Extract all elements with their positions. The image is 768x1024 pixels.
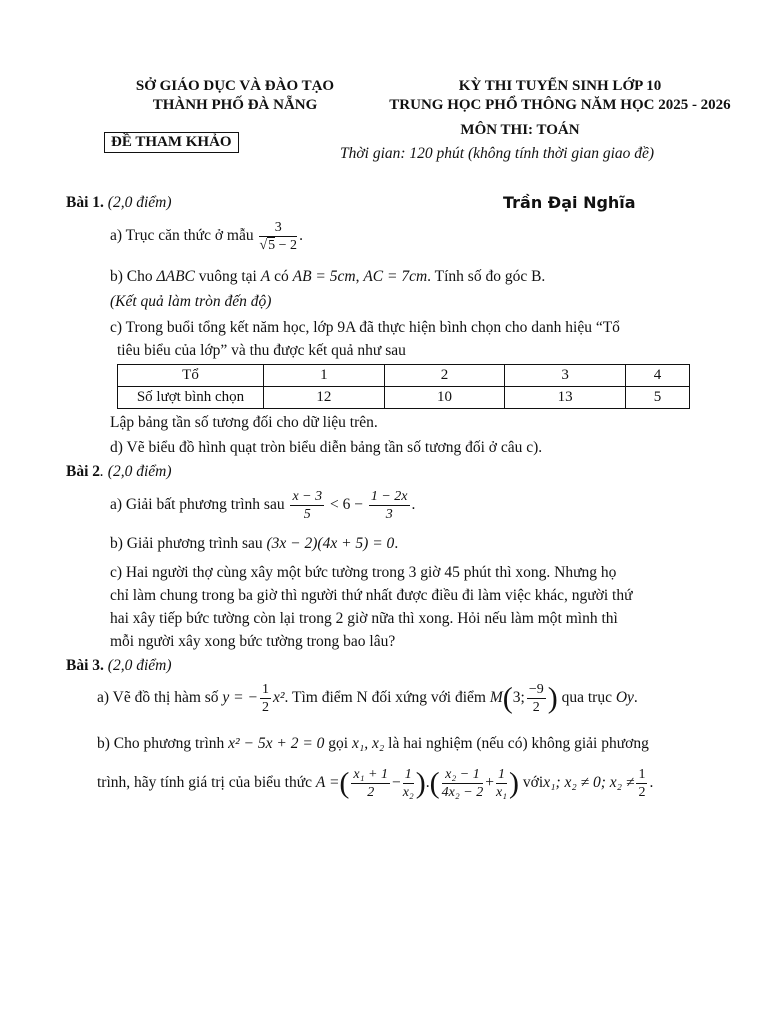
table-header-cell: Số lượt bình chọn: [118, 387, 264, 409]
problem-1-heading: Bài 1. (2,0 điểm): [66, 194, 172, 211]
exam-title: KỲ THI TUYỂN SINH LỚP 10: [458, 78, 662, 94]
fraction: $\frac{1}{\text{x₂}}$: [402, 767, 414, 800]
table-row: [118, 387, 690, 409]
table-cell: 2: [384, 365, 505, 387]
rounding-note: (Kết quả làm tròn đến độ): [110, 293, 272, 310]
fraction: $\frac{\text{x₂ − 1}}{\text{4x₂ − 2}}$: [441, 767, 484, 800]
table-cell: 13: [505, 387, 626, 409]
vote-table: [117, 364, 690, 409]
fraction: $\frac{\text{x₁ + 1}}{2}$: [353, 767, 388, 800]
fraction: $\frac{x - 3}{5}$: [292, 489, 323, 522]
problem-2-heading: Bài 2. (2,0 điểm): [66, 463, 172, 480]
table-cell: 3: [505, 365, 626, 387]
problem-2c-line-4: mỗi người xây xong bức tường trong bao lâu?: [110, 633, 396, 650]
city-name: THÀNH PHỐ ĐÀ NẴNG: [152, 97, 318, 113]
table-cell: 5: [625, 387, 689, 409]
fraction: $\frac{1}{2}$: [638, 767, 646, 800]
problem-3-heading: Bài 3. (2,0 điểm): [66, 657, 172, 674]
fraction: $\frac{-9}{2}$: [528, 682, 544, 715]
problem-1c-task: Lập bảng tần số tương đối cho dữ liệu trên.: [110, 414, 378, 431]
exam-duration: Thời gian: 120 phút (không tính thời gian giao đề): [340, 145, 655, 162]
problem-2c-line-1: c) Hai người thợ cùng xây một bức tường trong 3 giờ 45 phút thì xong. Nhưng họ: [110, 564, 617, 581]
problem-2c-line-3: hai xây tiếp bức tường còn lại trong 2 giờ nữa thì xong. Hỏi nếu làm một mình thì: [110, 610, 618, 627]
fraction: $\frac{1 - 2x}{3}$: [370, 489, 408, 522]
problem-3b-expression: trình, hãy tính giá trị của biểu thức A =( $\frac{\text{x₁ + 1}}{2}$ − $\frac{1}{\text{x₂}}$ ).( $\frac{\text{x₂ − 1}}{\text{4x₂ − 2}}$ + $\frac{1}{\text{x₁}}$ ) vớix₁; x₂ ≠ 0; x₂ ≠ $\frac{1}{2}$ .: [97, 766, 654, 800]
table-cell: 4: [625, 365, 689, 387]
table-row: [118, 365, 690, 387]
table-cell: 12: [264, 387, 385, 409]
problem-1d: d) Vẽ biểu đồ hình quạt tròn biểu diễn bảng tần số tương đối ở câu c).: [110, 439, 543, 456]
problem-2b: b) Giải phương trình sau (3x − 2)(4x + 5) = 0.: [110, 535, 399, 552]
problem-1c-line-1: c) Trong buổi tổng kết năm học, lớp 9A đã thực hiện bình chọn cho danh hiệu “Tổ: [110, 319, 620, 336]
author-name: Trần Đại Nghĩa: [503, 193, 636, 212]
table-cell: 10: [384, 387, 505, 409]
school-year: TRUNG HỌC PHỔ THÔNG NĂM HỌC 2025 - 2026: [389, 97, 731, 113]
problem-1c-line-2: tiêu biểu của lớp” và thu được kết quả như sau: [117, 342, 406, 359]
problem-1a: a) Trục căn thức ở mẫu $\frac{3}{√5 - 2}$ .: [110, 220, 303, 253]
table-header-cell: Tổ: [118, 365, 264, 387]
exam-subject: MÔN THI: TOÁN: [460, 122, 580, 138]
problem-3b: b) Cho phương trình x² − 5x + 2 = 0 gọi x₁, x₂ là hai nghiệm (nếu có) không giải phương: [97, 735, 649, 752]
fraction: $\frac{1}{2}$: [261, 682, 269, 715]
problem-1b: b) Cho ΔABC vuông tại A có AB = 5cm, AC = 7cm. Tính số đo góc B.: [110, 268, 546, 285]
problem-2c-line-2: chỉ làm chung trong ba giờ thì người thứ nhất được điều đi làm việc khác, người thứ: [110, 587, 633, 604]
reference-exam-badge: ĐỀ THAM KHẢO: [104, 132, 239, 153]
problem-3a: a) Vẽ đồ thị hàm số y = − $\frac{1}{2}$ x². Tìm điểm N đối xứng với điểm M(3; $\frac{-9}{2}$ ) qua trục Oy.: [97, 681, 638, 715]
fraction: $\frac{1}{\text{x₁}}$: [495, 767, 508, 800]
table-cell: 1: [264, 365, 385, 387]
problem-2a: a) Giải bất phương trình sau $\frac{x - 3}{5}$ < 6 − $\frac{1 - 2x}{3}$ .: [110, 489, 416, 522]
department-name: SỞ GIÁO DỤC VÀ ĐÀO TẠO: [135, 78, 335, 94]
fraction: $\frac{3}{√5 - 2}$: [259, 220, 298, 253]
